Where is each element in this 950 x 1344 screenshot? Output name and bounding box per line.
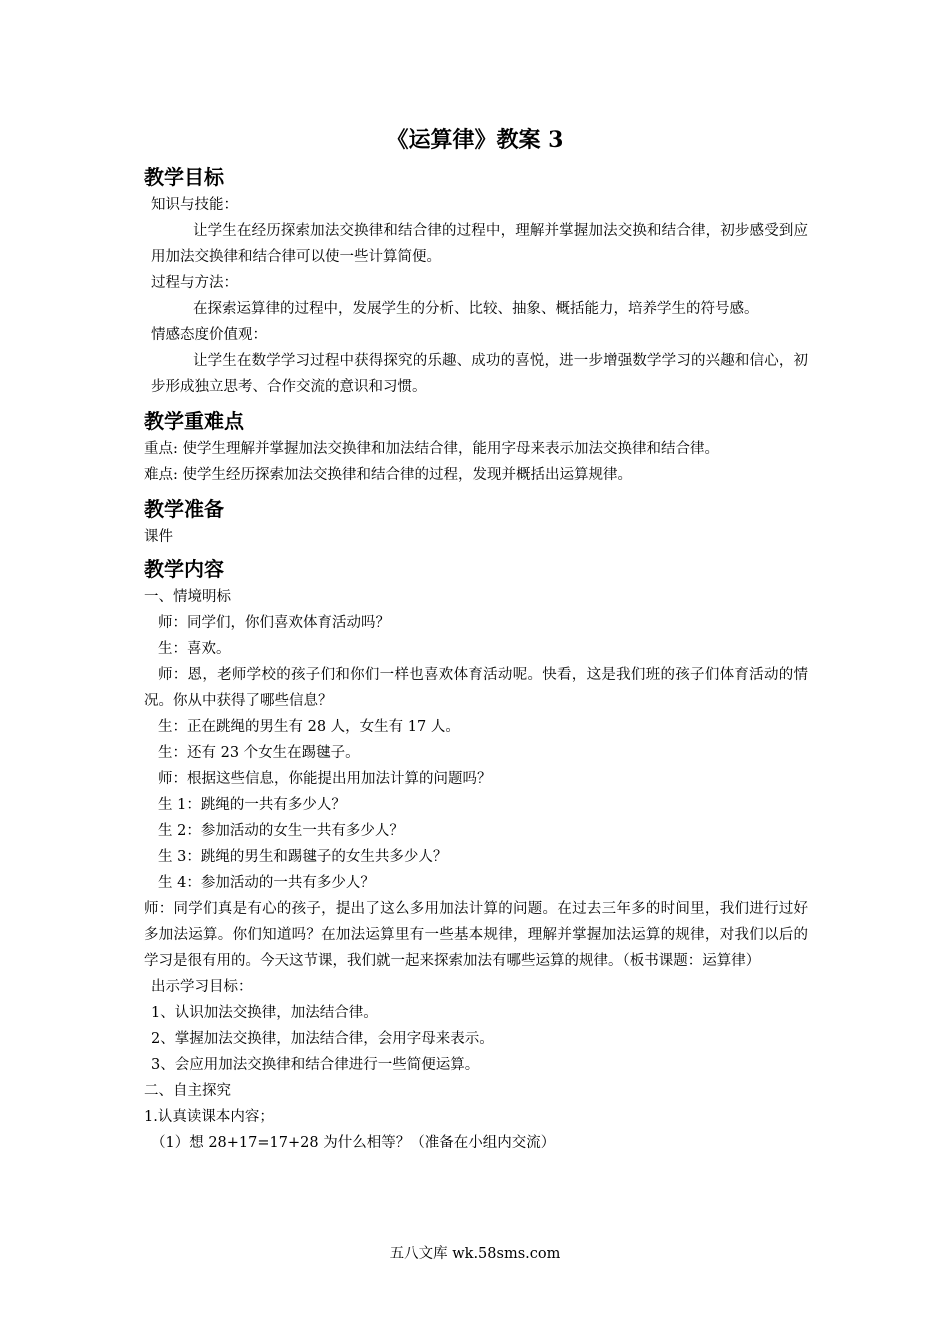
section-heading-content: 教学内容 (144, 557, 224, 581)
learning-goal-item: 1、认识加法交换律，加法结合律。 (151, 1005, 378, 1021)
section-heading-prep: 教学准备 (144, 497, 224, 521)
knowledge-text: 让学生在经历探索加法交换律和结合律的过程中，理解并掌握加法交换和结合律，初步感受到应用加法交换律和结合律可以使一些计算简便。 (151, 223, 808, 265)
page-footer: 五八文库 wk.58sms.com (389, 1246, 561, 1262)
dialog-line: 生 1：跳绳的一共有多少人？ (158, 797, 346, 813)
dialog-line: 生 4：参加活动的一共有多少人？ (158, 875, 375, 891)
part2-heading: 二、自主探究 (144, 1083, 231, 1099)
dialog-line: 生：喜欢。 (158, 641, 231, 657)
dialog-line: 师：根据这些信息，你能提出用加法计算的问题吗？ (158, 771, 492, 787)
dialog-line: 生 2：参加活动的女生一共有多少人？ (158, 823, 404, 839)
knowledge-label: 知识与技能： (151, 197, 238, 213)
teacher-summary-text: 师：同学们真是有心的孩子，提出了这么多用加法计算的问题。在过去三年多的时间里，我们进行过好多加法运算。你们知道吗？在加法运算里有一些基本规律，理解并掌握加法运算的规律，对我们以后的学习是很有用的。今天这节课，我们就一起来探索加法有哪些运算的规律。（板书课题：运算律） (144, 901, 808, 969)
process-label: 过程与方法： (151, 275, 238, 291)
emotion-text: 让学生在数学学习过程中获得探究的乐趣、成功的喜悦，进一步增强数学学习的兴趣和信心，初步形成独立思考、合作交流的意识和习惯。 (151, 353, 808, 395)
prep-text: 课件 (144, 529, 173, 545)
process-text: 在探索运算律的过程中，发展学生的分析、比较、抽象、概括能力，培养学生的符号感。 (193, 301, 759, 317)
learning-goals-label: 出示学习目标： (151, 979, 253, 995)
dialog-line: 师：同学们，你们喜欢体育活动吗？ (158, 615, 390, 631)
section-heading-goals: 教学目标 (144, 165, 224, 189)
teacher-long-text: 师：恩，老师学校的孩子们和你们一样也喜欢体育活动呢。快看，这是我们班的孩子们体育活动的情况。你从中获得了哪些信息？ (144, 667, 808, 709)
dialog-line: 生 3：跳绳的男生和踢毽子的女生共多少人？ (158, 849, 448, 865)
dialog-line: 生：正在跳绳的男生有 28 人，女生有 17 人。 (158, 719, 460, 735)
step1-question: （1）想 28+17=17+28 为什么相等？（准备在小组内交流） (151, 1135, 556, 1151)
emotion-label: 情感态度价值观： (151, 327, 267, 343)
learning-goal-item: 2、掌握加法交换律，加法结合律，会用字母来表示。 (151, 1031, 494, 1047)
difficult-point-text: 难点: 使学生经历探索加法交换律和结合律的过程，发现并概括出运算规律。 (144, 467, 632, 483)
document-title: 《运算律》教案 3 (386, 127, 564, 153)
document-body (144, 162, 808, 1156)
key-point-text: 重点: 使学生理解并掌握加法交换律和加法结合律，能用字母来表示加法交换律和结合律。 (144, 441, 719, 457)
dialog-line: 生：还有 23 个女生在踢毽子。 (158, 745, 360, 761)
section-heading-key-points: 教学重难点 (144, 409, 244, 433)
learning-goal-item: 3、会应用加法交换律和结合律进行一些简便运算。 (151, 1057, 480, 1073)
part1-heading: 一、情境明标 (144, 589, 231, 605)
step1-text: 1.认真读课本内容； (144, 1109, 274, 1125)
